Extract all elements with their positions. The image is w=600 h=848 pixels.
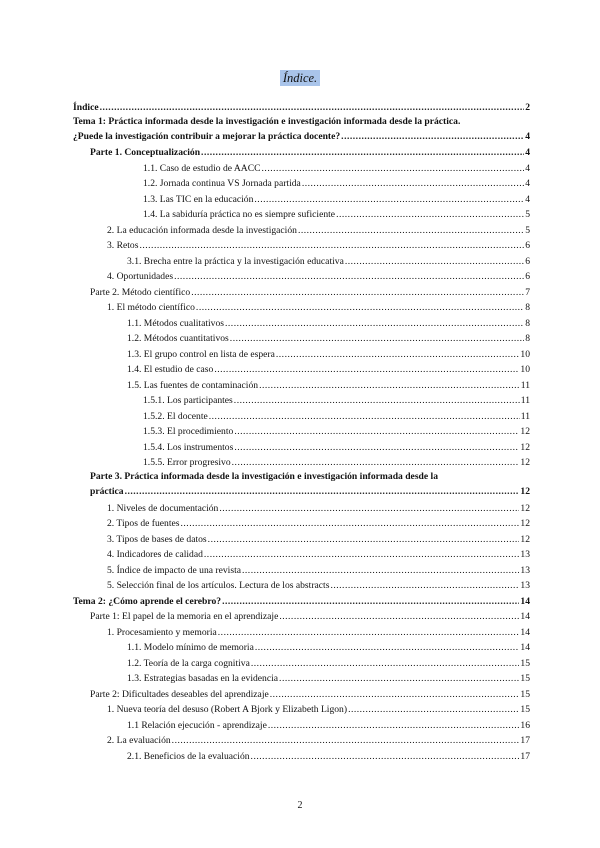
toc-entry[interactable] <box>73 438 530 454</box>
toc-entry[interactable] <box>73 608 530 624</box>
toc-entry[interactable] <box>73 175 530 191</box>
dot-leader <box>201 147 524 159</box>
toc-entry[interactable] <box>73 639 530 655</box>
toc-entry-page: 12 <box>520 486 530 497</box>
toc-entry[interactable] <box>73 515 530 531</box>
toc-entry[interactable] <box>73 98 530 114</box>
toc-entry-page: 11 <box>520 395 530 406</box>
dot-leader <box>139 240 524 252</box>
toc-entry-page: 15 <box>520 688 530 700</box>
toc-entry[interactable] <box>73 144 530 160</box>
toc-entry-title: 1.3. Estrategias basadas en la evidencia <box>127 673 279 684</box>
dot-leader <box>270 689 520 701</box>
toc-entry[interactable] <box>73 159 530 175</box>
toc-entry-title: 1.1. Métodos cualitativos <box>127 317 224 329</box>
dot-leader <box>336 209 524 221</box>
dot-leader <box>345 256 524 268</box>
dot-leader <box>234 442 519 454</box>
toc-entry[interactable] <box>73 392 530 408</box>
toc-entry-title: Tema 2: ¿Cómo aprende el cerebro? <box>73 595 222 607</box>
toc-entry-title: 1.4. El estudio de caso <box>127 364 214 375</box>
toc-entry-title: 1.3. El grupo control en lista de espera <box>127 348 275 360</box>
toc-entry-page: 14 <box>520 626 530 638</box>
toc-entry-title: 1.1. Modelo mínimo de memoria <box>127 642 254 653</box>
index-title-text: Índice. <box>280 70 320 86</box>
toc-entry-title: 1.5.4. Los instrumentos <box>143 441 234 453</box>
toc-entry-title: 3. Retos <box>107 240 139 251</box>
toc-entry[interactable] <box>73 345 530 361</box>
toc-entry-page: 8 <box>525 302 530 313</box>
toc-entry[interactable] <box>73 577 530 593</box>
toc-entry[interactable] <box>73 499 530 515</box>
toc-entry[interactable] <box>73 623 530 639</box>
toc-entry-title: 5. Selección final de los artículos. Lectura de los abstracts <box>107 580 330 591</box>
toc-entry-title: Índice <box>73 101 99 113</box>
toc-entry-page: 14 <box>520 611 530 622</box>
toc-entry-title: 1.2. Teoría de la carga cognitiva <box>127 657 250 669</box>
toc-entry[interactable] <box>73 221 530 237</box>
toc-entry[interactable] <box>73 283 530 299</box>
dot-leader <box>279 611 519 623</box>
toc-entry-title: 1.5.2. El docente <box>143 410 208 422</box>
toc-entry-title: Parte 2. Método científico <box>90 286 191 298</box>
toc-entry[interactable] <box>73 747 530 763</box>
toc-entry-page: 6 <box>525 271 530 282</box>
toc-entry-page: 14 <box>520 595 530 607</box>
toc-entry[interactable] <box>73 716 530 732</box>
toc-entry[interactable] <box>73 685 530 701</box>
toc-entry-title: 1.2. Jornada continua VS Jornada partida <box>143 178 301 189</box>
dot-leader <box>174 271 524 283</box>
toc-entry-page: 12 <box>520 441 530 453</box>
toc-entry-page: 13 <box>520 580 530 591</box>
toc-entry[interactable] <box>73 732 530 748</box>
toc-entry[interactable] <box>73 701 530 717</box>
dot-leader <box>204 549 520 561</box>
toc-entry-title: Tema 1: Práctica informada desde la investigación e investigación informada desde la práctica. <box>73 115 461 127</box>
toc-entry[interactable] <box>73 592 530 608</box>
toc-entry-title: 1.4. La sabiduría práctica no es siempre suficiente <box>143 209 336 220</box>
toc-entry-page: 13 <box>520 564 530 576</box>
toc-entry[interactable] <box>73 268 530 284</box>
toc-entry[interactable] <box>73 237 530 253</box>
toc-entry[interactable] <box>73 407 530 423</box>
dot-leader <box>279 673 519 685</box>
toc-entry-title: 1.3. Las TIC en la educación <box>143 193 254 205</box>
toc-entry-page: 15 <box>520 657 530 669</box>
toc-entry-page: 17 <box>520 750 530 762</box>
toc-entry-page: 4 <box>525 147 530 158</box>
dot-leader <box>230 333 524 345</box>
toc-entry-page: 15 <box>520 673 530 684</box>
toc-entry[interactable] <box>73 561 530 577</box>
toc-entry-title: 2. La evaluación <box>107 735 171 746</box>
toc-entry-page: 10 <box>520 348 530 360</box>
dot-leader <box>251 658 520 670</box>
dot-leader <box>181 518 520 530</box>
toc-entry[interactable] <box>73 314 530 330</box>
dot-leader <box>100 102 525 114</box>
toc-entry[interactable] <box>73 654 530 670</box>
toc-entry[interactable] <box>73 469 530 499</box>
dot-leader <box>255 642 520 654</box>
dot-leader <box>125 484 520 499</box>
dot-leader <box>209 411 520 423</box>
toc-entry-title-continued: práctica <box>90 486 124 497</box>
toc-entry-title: 1.2. Métodos cuantitativos <box>127 333 229 344</box>
toc-entry-title: 1.5.3. El procedimiento <box>143 426 234 437</box>
dot-leader <box>268 720 520 732</box>
toc-entry-title-continued: ¿Puede la investigación contribuir a mejorar la práctica docente? <box>73 130 341 142</box>
toc-entry-title: 1.1. Caso de estudio de AACC <box>143 162 261 174</box>
toc-entry[interactable] <box>73 299 530 315</box>
toc-entry-title: 1.5. Las fuentes de contaminación <box>127 379 259 391</box>
toc-entry[interactable] <box>73 376 530 392</box>
toc-entry-title: 1. El método científico <box>107 302 195 313</box>
toc-entry-page: 15 <box>520 704 530 715</box>
dot-leader <box>219 503 519 515</box>
toc-entry-title: 2.1. Beneficios de la evaluación <box>127 750 250 762</box>
toc-entry-title: Parte 2: Dificultades deseables del aprendizaje <box>90 688 269 700</box>
toc-entry-page: 4 <box>525 162 530 174</box>
dot-leader <box>254 194 524 206</box>
toc-entry[interactable] <box>73 252 530 268</box>
dot-leader <box>234 395 520 407</box>
toc-entry-page: 6 <box>525 255 530 267</box>
toc-entry-title: Parte 3. Práctica informada desde la investigación e investigación informada desde la <box>90 471 439 482</box>
toc-entry-title: 3.1. Brecha entre la práctica y la investigación educativa <box>127 255 344 267</box>
table-of-contents <box>73 98 530 763</box>
toc-entry-page: 12 <box>520 457 530 468</box>
dot-leader <box>302 178 524 190</box>
toc-entry[interactable] <box>73 330 530 346</box>
toc-entry-page: 11 <box>520 379 530 391</box>
dot-leader <box>262 163 525 175</box>
toc-entry-page: 13 <box>520 549 530 560</box>
dot-leader <box>276 349 520 361</box>
dot-leader <box>208 534 520 546</box>
toc-entry-page: 11 <box>520 410 530 422</box>
toc-entry[interactable] <box>73 206 530 222</box>
toc-entry-page: 7 <box>525 286 530 298</box>
toc-entry-page: 14 <box>520 642 530 653</box>
toc-entry-title: 1.1 Relación ejecución - aprendizaje <box>127 719 267 731</box>
toc-entry[interactable] <box>73 423 530 439</box>
toc-entry-page: 8 <box>525 333 530 344</box>
dot-leader <box>225 318 524 330</box>
toc-entry-title: 3. Tipos de bases de datos <box>107 533 207 545</box>
toc-entry-page: 5 <box>525 224 530 236</box>
toc-entry-title: 2. Tipos de fuentes <box>107 518 180 529</box>
toc-entry[interactable] <box>73 670 530 686</box>
toc-entry-page: 12 <box>520 518 530 529</box>
dot-leader <box>298 225 524 237</box>
dot-leader <box>232 457 520 469</box>
toc-entry-title: Parte 1: El papel de la memoria en el aprendizaje <box>90 611 279 622</box>
toc-entry-title: 5. Índice de impacto de una revista <box>107 564 241 576</box>
toc-entry-page: 17 <box>520 735 530 746</box>
dot-leader <box>234 426 519 438</box>
toc-entry-page: 16 <box>520 719 530 731</box>
toc-entry[interactable] <box>73 454 530 470</box>
toc-entry-page: 5 <box>525 209 530 220</box>
toc-entry-title: 1.5.5. Error progresivo <box>143 457 231 468</box>
toc-entry[interactable] <box>73 190 530 206</box>
dot-leader <box>330 580 519 592</box>
page-number: 2 <box>297 800 303 811</box>
dot-leader <box>214 364 519 376</box>
toc-entry-page: 2 <box>525 101 530 113</box>
index-title <box>0 71 600 86</box>
dot-leader <box>218 627 520 639</box>
toc-entry-title: 1. Nueva teoría del desuso (Robert A Bjork y Elizabeth Ligon) <box>107 704 348 715</box>
toc-entry[interactable] <box>73 361 530 377</box>
toc-entry[interactable] <box>73 546 530 562</box>
toc-entry-page: 4 <box>525 178 530 189</box>
dot-leader <box>191 287 524 299</box>
toc-entry[interactable] <box>73 114 530 144</box>
toc-entry-page: 12 <box>520 502 530 514</box>
dot-leader <box>222 596 519 608</box>
toc-entry-page: 10 <box>520 364 530 375</box>
toc-entry-page: 6 <box>525 240 530 251</box>
dot-leader <box>341 129 524 144</box>
toc-entry-title: Parte 1. Conceptualización <box>90 147 201 158</box>
toc-entry-title: 1. Niveles de documentación <box>107 502 219 514</box>
toc-entry-page: 4 <box>525 193 530 205</box>
dot-leader <box>259 380 520 392</box>
toc-entry-title: 4. Oportunidades <box>107 271 174 282</box>
toc-entry-page: 12 <box>520 533 530 545</box>
toc-entry-title: 1.5.1. Los participantes <box>143 395 233 406</box>
toc-entry-page: 4 <box>525 130 530 142</box>
dot-leader <box>251 751 520 763</box>
toc-entry-page: 8 <box>525 317 530 329</box>
dot-leader <box>172 735 520 747</box>
dot-leader <box>242 565 519 577</box>
dot-leader <box>348 704 519 716</box>
toc-entry-title: 4. Indicadores de calidad <box>107 549 203 560</box>
toc-entry-title: 1. Procesamiento y memoria <box>107 626 217 638</box>
toc-entry-title: 2. La educación informada desde la investigación <box>107 224 297 236</box>
dot-leader <box>196 302 524 314</box>
toc-entry[interactable] <box>73 530 530 546</box>
toc-entry-page: 12 <box>520 426 530 437</box>
